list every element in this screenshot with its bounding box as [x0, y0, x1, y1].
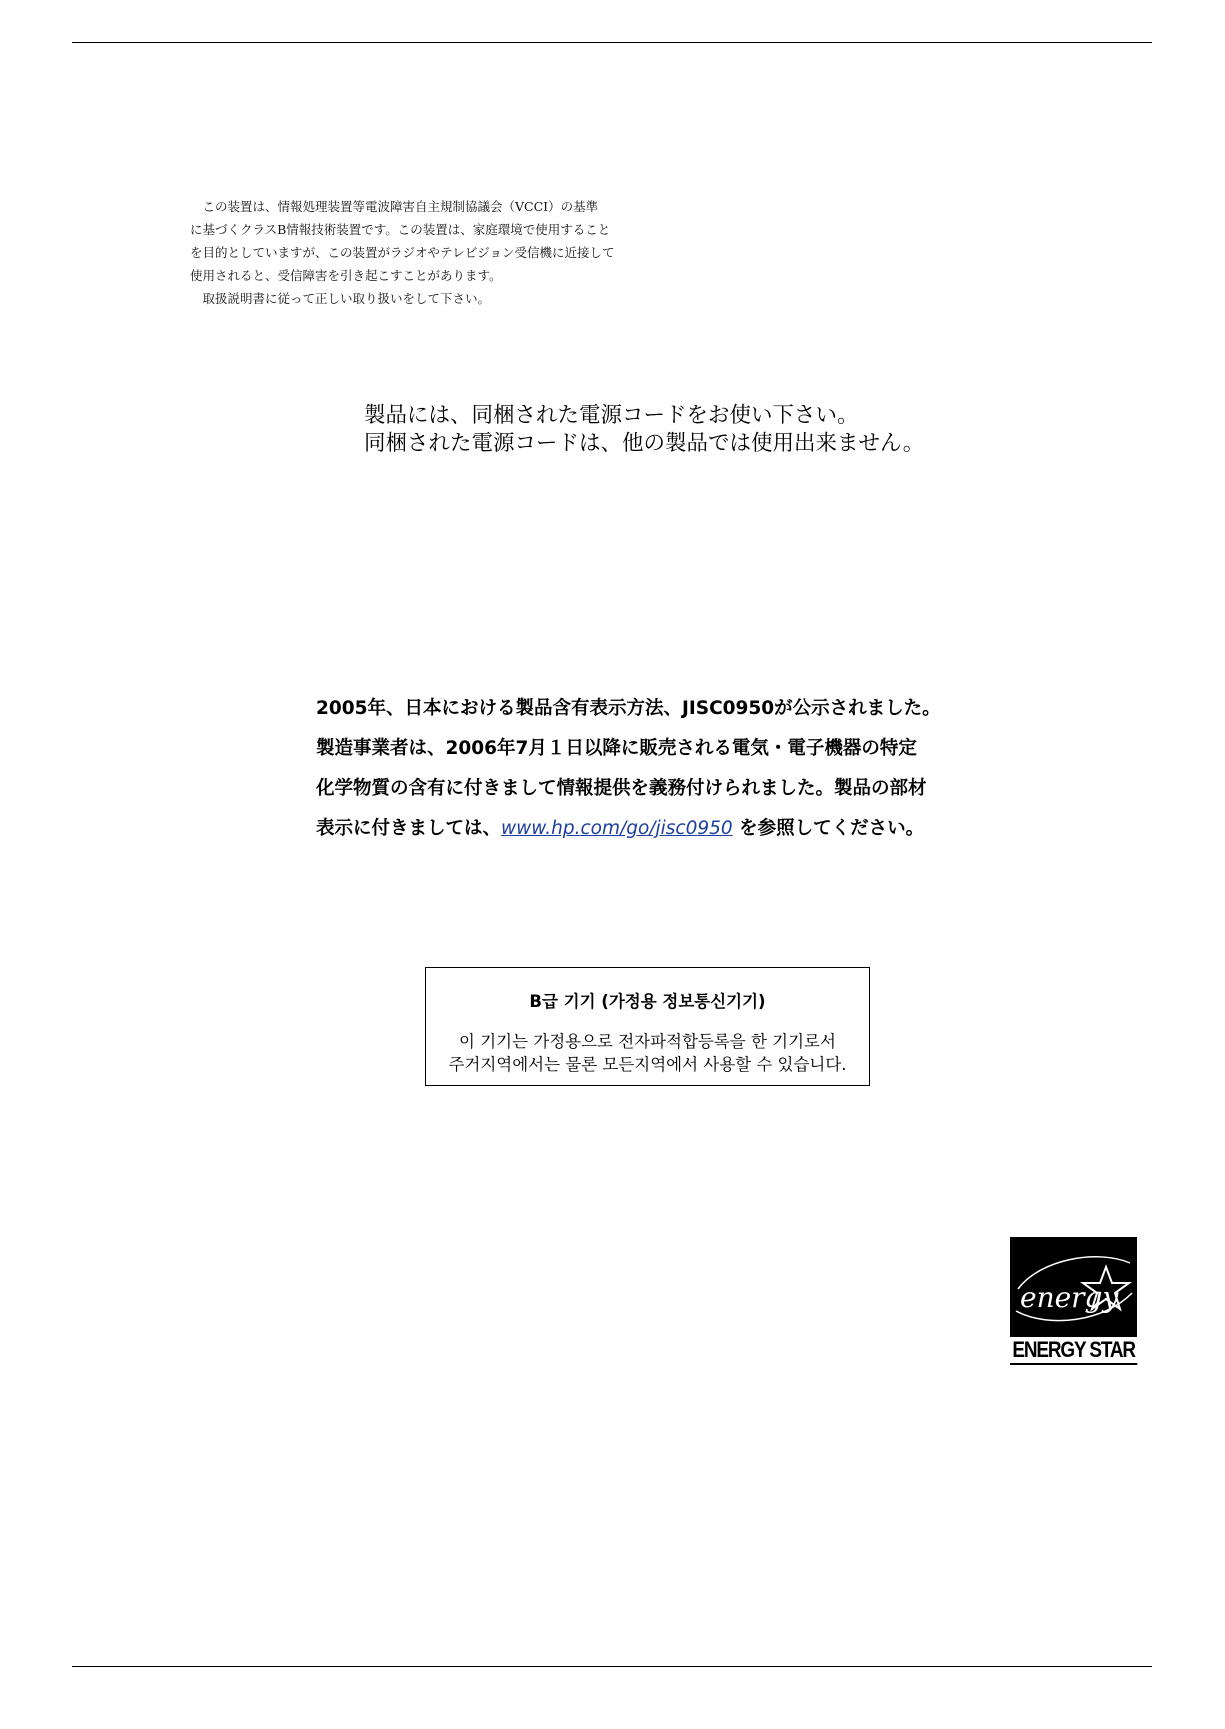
jis-line-suffix: を参照してください。: [732, 818, 925, 839]
vcci-line: に基づくクラスB情報技術装置です。この装置は、家庭環境で使用すること: [190, 222, 611, 237]
power-cord-line: 同梱された電源コードは、他の製品では使用出来ません。: [364, 431, 925, 456]
jis-line: [316, 809, 981, 849]
jis-line: 製造事業者は、2006年7月１日以降に販売される電気・電子機器の特定: [316, 738, 917, 759]
korean-notice-line: 이 기기는 가정용으로 전자파적합등록을 한 기기로서: [459, 1032, 836, 1051]
jisc0950-link[interactable]: www.hp.com/go/jisc0950: [501, 818, 733, 839]
jis-line: 化学物質の含有に付きまして情報提供を義務付けられました。製品の部材: [316, 778, 927, 799]
korean-notice-title: B급 기기 (가정용 정보통신기기): [529, 992, 766, 1011]
vcci-line: 使用されると、受信障害を引き起こすことがあります。: [190, 268, 502, 283]
energy-star-icon: [1010, 1237, 1137, 1337]
power-cord-line: 製品には、同梱された電源コードをお使い下さい。: [364, 403, 859, 428]
jis-line-prefix: 表示に付きましては、: [316, 818, 502, 839]
vcci-line: 取扱説明書に従って正しい取り扱いをして下さい。: [190, 291, 491, 306]
vcci-line: を目的としていますが、この装置がラジオやテレビジョン受信機に近接して: [190, 245, 615, 260]
energy-star-logo: [1010, 1237, 1137, 1365]
energy-star-badge: [1010, 1237, 1137, 1337]
jis-line: 2005年、日本における製品含有表示方法、JISC0950が公示されました。: [316, 698, 941, 719]
header-rule: [72, 42, 1152, 43]
power-cord-notice: [364, 402, 924, 458]
energy-script-text: energy: [1020, 1281, 1119, 1314]
vcci-line: この装置は、情報処理装置等電波障害自主規制協議会（VCCI）の基準: [190, 199, 599, 214]
korean-class-b-notice: [425, 967, 870, 1086]
jis-notice: [316, 689, 981, 849]
energy-star-caption: ENERGY STAR: [1010, 1337, 1137, 1365]
vcci-notice: [190, 195, 670, 310]
footer-rule: [72, 1666, 1152, 1667]
korean-notice-line: 주거지역에서는 물론 모든지역에서 사용할 수 있습니다.: [448, 1055, 847, 1074]
